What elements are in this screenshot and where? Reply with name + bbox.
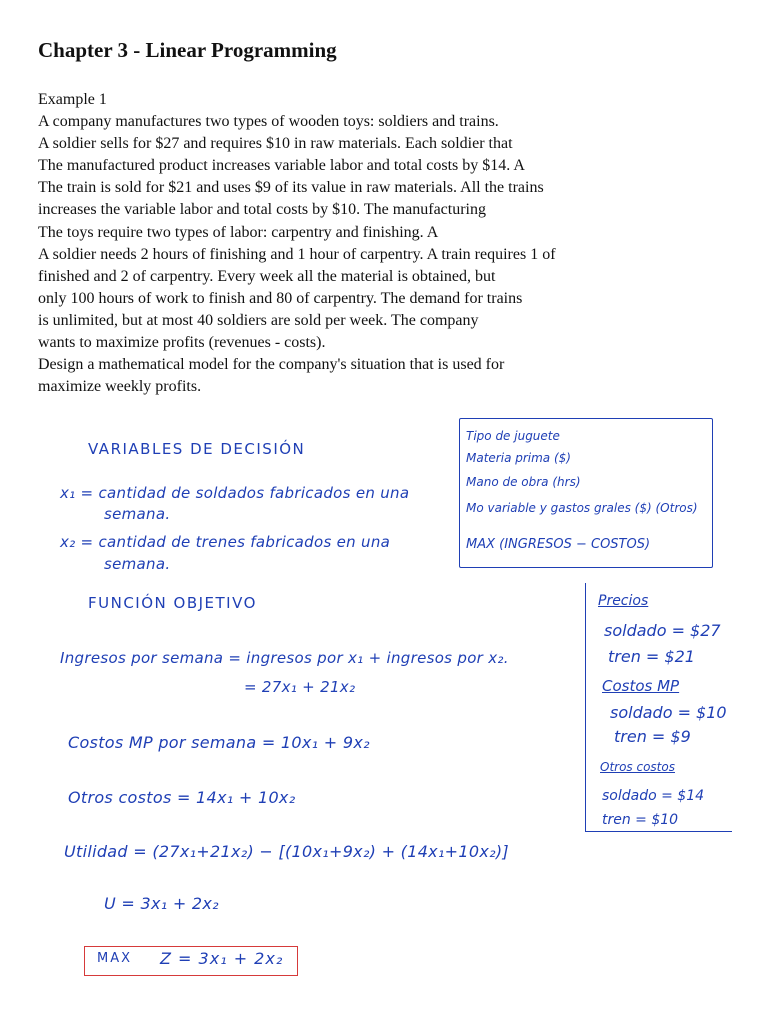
problem-statement — [38, 89, 738, 398]
utilidad-equation: Utilidad = (27x₁+21x₂) − [(10x₁+9x₂) + (14x₁+10x₂)] — [64, 842, 509, 861]
statement-line: The manufactured product increases variable labor and total costs by $14. A — [38, 157, 525, 175]
statement-line: only 100 hours of work to finish and 80 of carpentry. The demand for trains — [38, 289, 523, 307]
mp-soldier: soldado = $10 — [610, 703, 727, 722]
otros-soldier: soldado = $14 — [602, 788, 705, 804]
statement-line: The toys require two types of labor: carpentry and finishing. A — [38, 223, 439, 241]
statement-line: A company manufactures two types of wooden toys: soldiers and trains. — [38, 113, 499, 131]
statement-line: Example 1 — [38, 91, 107, 108]
variables-heading: VARIABLES DE DECISIÓN — [88, 440, 306, 458]
legend-line: Mano de obra (hrs) — [466, 475, 581, 489]
objective-heading: FUNCIÓN OBJETIVO — [88, 594, 257, 612]
objective-function-box — [84, 946, 298, 976]
mp-train: tren = $9 — [614, 727, 691, 746]
statement-line: is unlimited, but at most 40 soldiers are sold per week. The company — [38, 311, 479, 329]
legend-line: MAX (INGRESOS − COSTOS) — [466, 537, 651, 552]
statement-line: Design a mathematical model for the company's situation that is used for — [38, 356, 505, 374]
otros-costos-heading: Otros costos — [600, 760, 675, 774]
objective-expression: Z = 3x₁ + 2x₂ — [160, 949, 284, 968]
x2-definition-cont: semana. — [104, 555, 171, 573]
costos-mp-heading: Costos MP — [602, 677, 680, 695]
precios-heading: Precios — [598, 593, 649, 609]
statement-line: wants to maximize profits (revenues - costs). — [38, 334, 326, 352]
legend-line: Tipo de juguete — [466, 429, 560, 443]
legend-box — [459, 418, 713, 568]
x1-definition: x₁ = cantidad de soldados fabricados en una — [60, 484, 410, 502]
ingresos-equation: Ingresos por semana = ingresos por x₁ + ingresos por x₂. — [60, 649, 509, 667]
statement-line: maximize weekly profits. — [38, 378, 202, 396]
x1-definition-cont: semana. — [104, 505, 171, 523]
statement-line: The train is sold for $21 and uses $9 of its value in raw materials. All the trains — [38, 179, 544, 197]
otros-costos-equation: Otros costos = 14x₁ + 10x₂ — [68, 788, 296, 807]
statement-line: A soldier needs 2 hours of finishing and 1 hour of carpentry. A train requires 1 of — [38, 245, 556, 263]
legend-line: Materia prima ($) — [466, 451, 571, 465]
statement-line: A soldier sells for $27 and requires $10 in raw materials. Each soldier that — [38, 135, 513, 153]
costos-mp-equation: Costos MP por semana = 10x₁ + 9x₂ — [68, 733, 370, 752]
legend-line: Mo variable y gastos grales ($) (Otros) — [466, 501, 698, 515]
max-label: MAX — [97, 951, 133, 966]
x2-definition: x₂ = cantidad de trenes fabricados en una — [60, 533, 391, 551]
prices-box — [585, 583, 732, 832]
ingresos-equation-cont: = 27x₁ + 21x₂ — [244, 678, 356, 696]
otros-train: tren = $10 — [602, 812, 679, 828]
statement-line: finished and 2 of carpentry. Every week all the material is obtained, but — [38, 267, 496, 285]
page-title: Chapter 3 - Linear Programming — [38, 38, 337, 62]
price-soldier: soldado = $27 — [604, 621, 721, 640]
u-equation: U = 3x₁ + 2x₂ — [104, 894, 219, 913]
price-train: tren = $21 — [608, 647, 695, 666]
statement-line: increases the variable labor and total costs by $10. The manufacturing — [38, 201, 486, 219]
